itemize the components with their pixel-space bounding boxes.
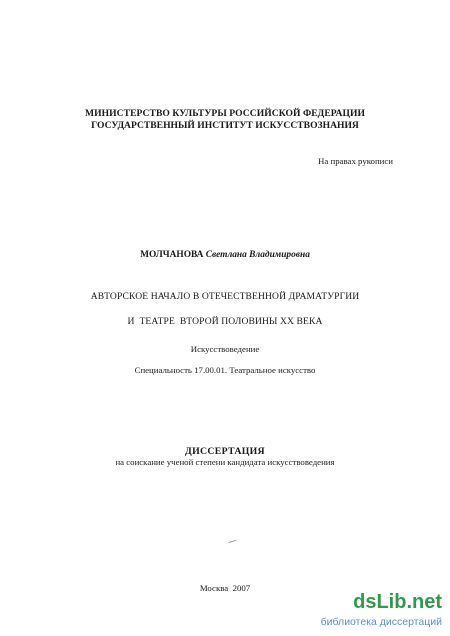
- dslib-watermark: [320, 590, 442, 634]
- thesis-title-line-1: АВТОРСКОЕ НАЧАЛО В ОТЕЧЕСТВЕННОЙ ДРАМАТУРГИИ: [90, 291, 360, 302]
- field-of-study: Искусствоведение: [190, 344, 260, 354]
- city-year: Москва 2007: [199, 583, 251, 593]
- rights-note: На правах рукописи: [318, 156, 393, 166]
- specialty-code: Специальность 17.00.01. Театральное искусство: [134, 365, 316, 375]
- thesis-title-line-2: И ТЕАТРЕ ВТОРОЙ ПОЛОВИНЫ ХХ ВЕКА: [127, 316, 323, 327]
- author-name: [0, 249, 450, 261]
- scan-mark: [228, 537, 237, 543]
- watermark-brand: dsLib.net: [353, 591, 442, 613]
- author-given-names: Светлана Владимировна: [205, 250, 310, 260]
- document-type: ДИССЕРТАЦИЯ: [185, 446, 265, 457]
- ministry-name: МИНИСТЕРСТВО КУЛЬТУРЫ РОССИЙСКОЙ ФЕДЕРАЦИИ: [85, 108, 365, 119]
- watermark-tagline: библиотека диссертаций: [320, 616, 442, 628]
- institute-name: ГОСУДАРСТВЕННЫЙ ИНСТИТУТ ИСКУССТВОЗНАНИЯ: [91, 120, 359, 131]
- author-surname: МОЛЧАНОВА: [140, 250, 204, 260]
- degree-text: на соискание ученой степени кандидата искусствоведения: [115, 457, 335, 467]
